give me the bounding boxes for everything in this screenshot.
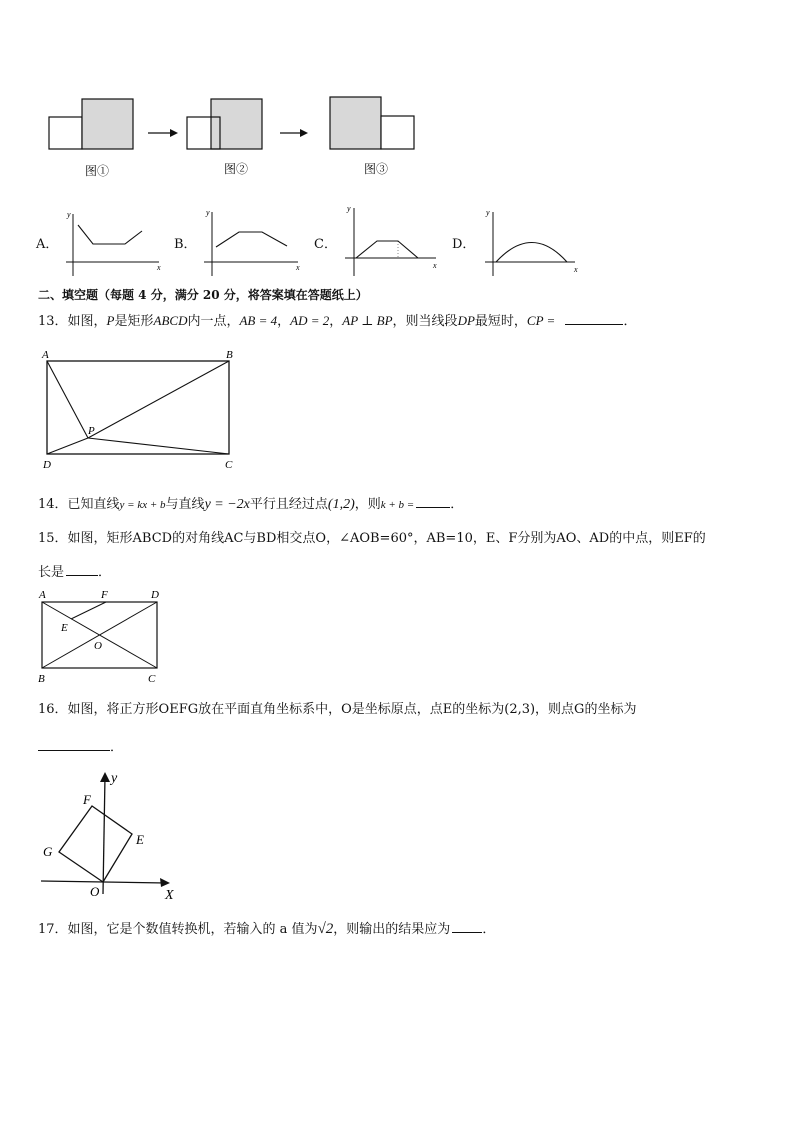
question-14-text: 14．已知直线y = kx + b与直线y = −2x平行且经过点(1,2)，则k + b = ． [38, 494, 463, 514]
q15-vertex-b: B [38, 673, 45, 685]
option-d-graph [485, 208, 578, 276]
q16-point-g: G [43, 844, 53, 859]
option-a-x-label: x [157, 263, 161, 272]
question-15-figure [36, 586, 168, 686]
vertex-d-label: D [43, 459, 51, 471]
q15-point-f: F [101, 589, 108, 601]
option-b-y-label: y [206, 208, 210, 217]
answer-blank-16[interactable] [38, 737, 110, 751]
q16-point-f: F [83, 792, 91, 807]
figure-caption-2: 图② [224, 162, 249, 176]
option-b-graph [204, 208, 300, 276]
answer-blank-13[interactable] [565, 311, 623, 325]
section-heading-fill-in: 二、填空题（每题 4 分，满分 20 分，将答案填在答题纸上） [38, 288, 368, 302]
q15-vertex-c: C [148, 673, 156, 685]
option-a-graph [66, 210, 161, 276]
rectangle-abcd-diagram [38, 344, 248, 472]
option-c-label: C． [314, 237, 337, 252]
rectangle-diagonals-diagram [36, 586, 168, 686]
question-15-line1: 15．如图，矩形ABCD的对角线AC与BD相交点O，∠AOB=60°，AB=10，E、F分别为AO、AD的中点，则EF的 [38, 531, 706, 546]
point-p-label: P [88, 425, 95, 437]
question-16-line1: 16．如图，将正方形OEFG放在平面直角坐标系中，O是坐标原点，点E的坐标为(2,3)，则点G的坐标为 [38, 702, 637, 717]
question-16-figure [38, 766, 188, 902]
answer-blank-14[interactable] [416, 494, 450, 508]
q15-vertex-d: D [151, 589, 159, 601]
answer-blank-17[interactable] [452, 919, 482, 933]
option-a-label: A． [36, 237, 59, 252]
vertex-b-label: B [226, 349, 233, 361]
option-c-graph [345, 204, 437, 276]
option-c-y-label: y [347, 204, 351, 213]
answer-options-row [34, 200, 594, 280]
square-coordinate-diagram [38, 766, 188, 902]
vertex-a-label: A [42, 349, 49, 361]
question-13-figure [38, 344, 248, 472]
question-13-text: 13．如图，P是矩形ABCD内一点，AB = 4，AD = 2，AP ⊥ BP，则当线段DP最短时，CP = ． [38, 313, 637, 329]
option-d-y-label: y [486, 208, 490, 217]
q16-origin-o: O [90, 884, 100, 899]
option-b-x-label: x [296, 263, 300, 272]
q15-vertex-a: A [39, 589, 46, 601]
shape-transition-figure [40, 90, 440, 190]
q16-point-e: E [136, 832, 144, 847]
figure-caption-3: 图③ [364, 162, 389, 176]
q15-point-o: O [94, 640, 102, 652]
option-graphs [34, 200, 594, 280]
sqrt-two: √2 [317, 921, 334, 937]
option-c-x-label: x [433, 261, 437, 270]
option-d-x-label: x [574, 265, 578, 274]
vertex-c-label: C [225, 459, 233, 471]
q16-axis-x: X [165, 888, 174, 902]
answer-blank-15[interactable] [66, 562, 98, 576]
question-17-text: 17．如图，它是个数值转换机，若输入的 a 值为√2，则输出的结果应为 ． [38, 921, 496, 937]
option-a-y-label: y [67, 210, 71, 219]
question-16-line2: ． [38, 737, 123, 757]
q15-point-e: E [61, 622, 68, 634]
option-b-label: B． [174, 237, 197, 252]
q16-axis-y: y [111, 771, 118, 786]
question-15-line2: 长是 ． [38, 562, 111, 582]
figure-caption-1: 图① [85, 164, 110, 178]
option-d-label: D． [452, 237, 476, 252]
